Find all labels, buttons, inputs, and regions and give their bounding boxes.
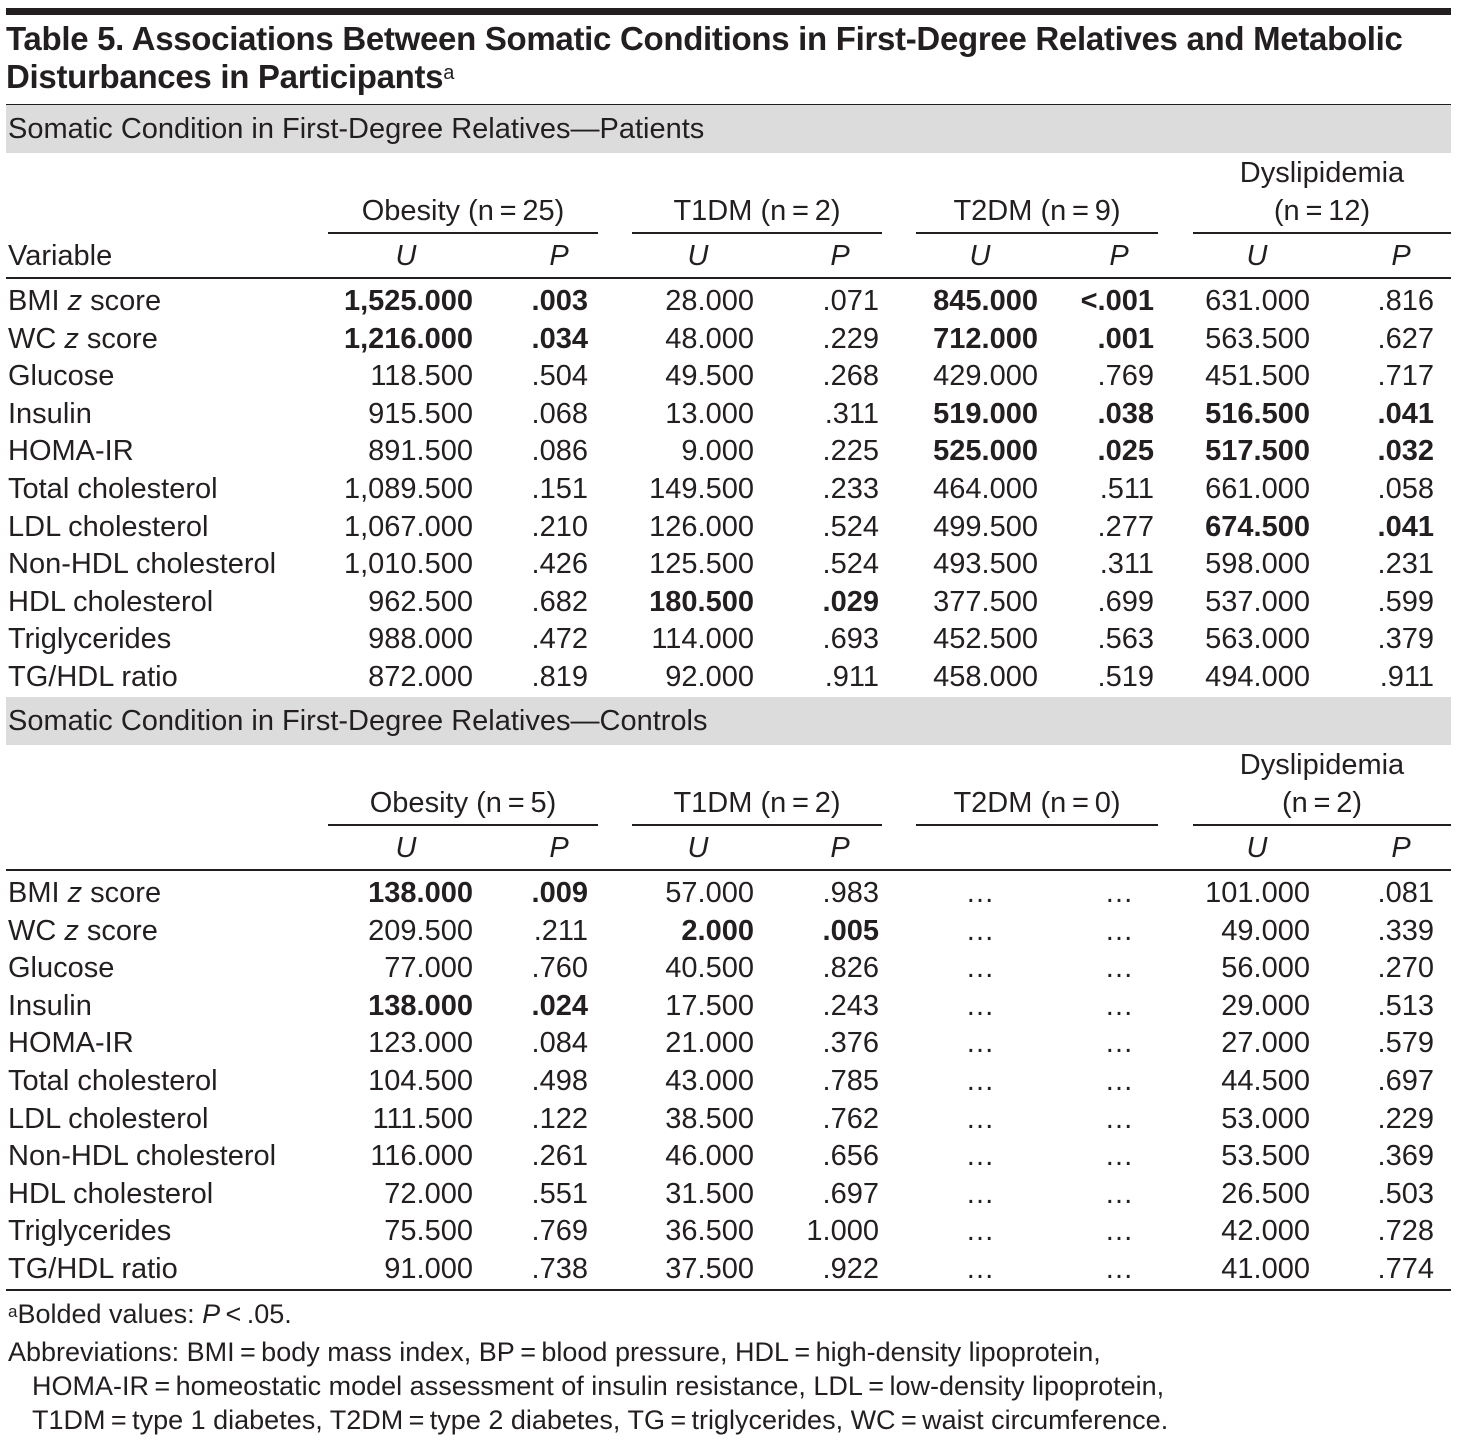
table-cell: 451.500 — [1205, 360, 1310, 392]
table-cell: 101.000 — [1205, 877, 1310, 909]
table-cell: .699 — [1097, 586, 1154, 618]
group-rule — [916, 232, 1158, 234]
table-cell: … — [1104, 1178, 1134, 1210]
table-cell: .769 — [1097, 360, 1154, 392]
table-cell: … — [1104, 1065, 1134, 1097]
table-cell: 26.500 — [1221, 1178, 1310, 1210]
footnote-marker: a — [8, 1302, 18, 1321]
table-cell: 104.500 — [368, 1065, 473, 1097]
table-cell: 72.000 — [384, 1178, 473, 1210]
table-cell: .024 — [531, 990, 588, 1022]
table-cell: 37.500 — [665, 1253, 754, 1285]
table-cell: … — [965, 1253, 995, 1285]
group-rule — [328, 232, 598, 234]
table-row-variable: HDL cholesterol — [8, 586, 214, 618]
column-subheader: U — [687, 240, 709, 272]
table-cell: 494.000 — [1205, 661, 1310, 693]
table-cell: .426 — [531, 548, 588, 580]
table-cell: .498 — [531, 1065, 588, 1097]
group-header: (n = 2) — [1281, 787, 1363, 819]
table-cell: 209.500 — [368, 915, 473, 947]
table-cell: .231 — [1377, 548, 1434, 580]
table-cell: 42.000 — [1221, 1215, 1310, 1247]
table-cell: … — [965, 1027, 995, 1059]
table-cell: 57.000 — [665, 877, 754, 909]
table-cell: 49.500 — [665, 360, 754, 392]
table-cell: 1,525.000 — [343, 285, 473, 317]
table-cell: 872.000 — [368, 661, 473, 693]
table-cell: 519.000 — [933, 398, 1038, 430]
table-cell: 1.000 — [806, 1215, 879, 1247]
table-cell: .693 — [822, 623, 879, 655]
table-row-variable: Glucose — [8, 360, 115, 392]
column-subheader: U — [1246, 240, 1268, 272]
table-cell: 56.000 — [1221, 952, 1310, 984]
table-cell: .151 — [531, 473, 588, 505]
table-row-variable: Glucose — [8, 952, 115, 984]
table-cell: .311 — [1099, 548, 1154, 580]
table-cell: … — [965, 915, 995, 947]
table-cell: .697 — [822, 1178, 879, 1210]
table-cell: .717 — [1377, 360, 1434, 392]
top-rule — [6, 8, 1451, 15]
table-cell: 91.000 — [384, 1253, 473, 1285]
section-band — [6, 105, 1451, 153]
table-cell: 915.500 — [368, 398, 473, 430]
table-cell: 517.500 — [1205, 435, 1310, 467]
table-cell: 452.500 — [933, 623, 1038, 655]
table-cell: .001 — [1097, 323, 1154, 355]
table-row-variable: Total cholesterol — [8, 1065, 218, 1097]
table-cell: 1,216.000 — [343, 323, 473, 355]
table-cell: .233 — [822, 473, 879, 505]
table-cell: .697 — [1377, 1065, 1434, 1097]
table-cell: .785 — [822, 1065, 879, 1097]
variable-header: Variable — [8, 240, 113, 272]
table-row-variable: Total cholesterol — [8, 473, 218, 505]
group-header: Dyslipidemia — [1239, 749, 1405, 781]
table-cell: … — [965, 990, 995, 1022]
table-cell: .229 — [822, 323, 879, 355]
table-cell: .086 — [531, 435, 588, 467]
table-cell: 17.500 — [665, 990, 754, 1022]
table-cell: 464.000 — [933, 473, 1038, 505]
column-subheader: U — [969, 240, 991, 272]
table-cell: 36.500 — [665, 1215, 754, 1247]
table-row-variable: TG/HDL ratio — [8, 1253, 178, 1285]
group-rule — [632, 232, 882, 234]
table-cell: 29.000 — [1221, 990, 1310, 1022]
table-cell: 75.500 — [384, 1215, 473, 1247]
table-cell: … — [965, 1103, 995, 1135]
table-cell: … — [965, 877, 995, 909]
table-cell: … — [1104, 1140, 1134, 1172]
table-cell: 2.000 — [681, 915, 754, 947]
table-cell: 116.000 — [370, 1140, 473, 1172]
table-cell: .034 — [531, 323, 588, 355]
column-subheader: P — [1391, 240, 1411, 272]
title-footnote-marker: a — [443, 62, 455, 84]
table-cell: 44.500 — [1221, 1065, 1310, 1097]
table-cell: .038 — [1097, 398, 1154, 430]
table-cell: .025 — [1097, 435, 1154, 467]
table-cell: 126.000 — [649, 511, 754, 543]
section-title: Somatic Condition in First-Degree Relatives—Patients — [8, 113, 705, 145]
table-cell: .599 — [1377, 586, 1434, 618]
table-cell: 138.000 — [368, 877, 473, 909]
table-row-variable: BMI z score — [8, 877, 162, 909]
table-cell: 563.500 — [1205, 323, 1310, 355]
table-row-variable: TG/HDL ratio — [8, 661, 178, 693]
table-cell: 92.000 — [665, 661, 754, 693]
column-subheader: U — [395, 832, 417, 864]
section-title: Somatic Condition in First-Degree Relatives—Controls — [8, 705, 708, 737]
table-cell: 13.000 — [665, 398, 754, 430]
table-cell: 493.500 — [933, 548, 1038, 580]
table-cell: .068 — [531, 398, 588, 430]
table-cell: 9.000 — [681, 435, 754, 467]
table-cell: .009 — [531, 877, 588, 909]
table-cell: … — [965, 1178, 995, 1210]
table-row-variable: WC z score — [8, 323, 158, 355]
table-row-variable: LDL cholesterol — [8, 511, 209, 543]
group-header: (n = 12) — [1273, 195, 1371, 227]
table-cell: 891.500 — [368, 435, 473, 467]
table-cell: … — [965, 1215, 995, 1247]
table-cell: … — [965, 1065, 995, 1097]
table-cell: 123.000 — [368, 1027, 473, 1059]
table-cell: .511 — [1099, 473, 1154, 505]
table-cell: 988.000 — [368, 623, 473, 655]
table-cell: 40.500 — [665, 952, 754, 984]
table-row-variable: Triglycerides — [8, 623, 172, 655]
table-cell: .041 — [1377, 398, 1434, 430]
table-cell: .728 — [1377, 1215, 1434, 1247]
group-header: T2DM (n = 9) — [953, 195, 1121, 227]
table-cell: 53.500 — [1221, 1140, 1310, 1172]
table-cell: .277 — [1097, 511, 1154, 543]
abbreviations-line: Abbreviations: BMI = body mass index, BP = blood pressure, HDL = high-density lipoprotein, — [8, 1337, 1101, 1367]
table-row-variable: HOMA-IR — [8, 435, 134, 467]
table-cell: 46.000 — [665, 1140, 754, 1172]
group-header: T1DM (n = 2) — [673, 787, 841, 819]
table-cell: .762 — [822, 1103, 879, 1135]
table-cell: 31.500 — [665, 1178, 754, 1210]
table-cell: .339 — [1377, 915, 1434, 947]
table-row-variable: Non-HDL cholesterol — [8, 548, 277, 580]
table-cell: 631.000 — [1205, 285, 1310, 317]
table-cell: .819 — [531, 661, 588, 693]
table-cell: .071 — [822, 285, 879, 317]
section-band — [6, 697, 1451, 745]
table-cell: 674.500 — [1205, 511, 1310, 543]
table-cell: 598.000 — [1205, 548, 1310, 580]
table-cell: .311 — [824, 398, 879, 430]
table-cell: 53.000 — [1221, 1103, 1310, 1135]
table-cell: .041 — [1377, 511, 1434, 543]
table-cell: .911 — [824, 661, 879, 693]
table-cell: … — [1104, 1253, 1134, 1285]
column-subheader: P — [549, 832, 569, 864]
group-rule — [632, 824, 882, 826]
table-cell: 429.000 — [933, 360, 1038, 392]
table-cell: .268 — [822, 360, 879, 392]
table-row-variable: Triglycerides — [8, 1215, 172, 1247]
group-rule — [1193, 824, 1451, 826]
table-cell: .760 — [531, 952, 588, 984]
table-cell: .519 — [1097, 661, 1154, 693]
table-cell: 49.000 — [1221, 915, 1310, 947]
table-cell: .826 — [822, 952, 879, 984]
table-cell: .682 — [531, 586, 588, 618]
column-subheader: U — [687, 832, 709, 864]
table-cell: .503 — [1377, 1178, 1434, 1210]
table-cell: … — [1104, 1215, 1134, 1247]
table-cell: 516.500 — [1205, 398, 1310, 430]
table-row-variable: HDL cholesterol — [8, 1178, 214, 1210]
table-cell: 48.000 — [665, 323, 754, 355]
table-cell: 43.000 — [665, 1065, 754, 1097]
table-cell: 845.000 — [933, 285, 1038, 317]
table-cell: .225 — [822, 435, 879, 467]
group-header: Obesity (n = 25) — [361, 195, 565, 227]
table-row-variable: Insulin — [8, 990, 92, 1022]
table-cell: .774 — [1377, 1253, 1434, 1285]
group-rule — [916, 824, 1158, 826]
group-header: T1DM (n = 2) — [673, 195, 841, 227]
table-cell: 111.500 — [372, 1103, 473, 1135]
table-cell: .524 — [822, 548, 879, 580]
table-cell: 28.000 — [665, 285, 754, 317]
table-cell: 1,067.000 — [343, 511, 473, 543]
table-row-variable: HOMA-IR — [8, 1027, 134, 1059]
table-cell: .379 — [1377, 623, 1434, 655]
table-cell: .211 — [533, 915, 588, 947]
abbreviations-line: HOMA-IR = homeostatic model assessment of insulin resistance, LDL = low-density lipoprotein, — [32, 1371, 1165, 1401]
table-cell: .210 — [531, 511, 588, 543]
footnote-a — [8, 1297, 292, 1331]
table-cell: 1,010.500 — [343, 548, 473, 580]
table-cell: .504 — [531, 360, 588, 392]
group-header: Obesity (n = 5) — [369, 787, 557, 819]
table-cell: … — [1104, 915, 1134, 947]
table-cell: .029 — [822, 586, 879, 618]
table-cell: .005 — [822, 915, 879, 947]
table-row-variable: Non-HDL cholesterol — [8, 1140, 277, 1172]
table-cell: … — [1104, 877, 1134, 909]
header-rule — [6, 277, 1451, 279]
table-cell: 537.000 — [1205, 586, 1310, 618]
table-cell: .058 — [1377, 473, 1434, 505]
table-cell: .656 — [822, 1140, 879, 1172]
table-cell: .922 — [822, 1253, 879, 1285]
table-row-variable: BMI z score — [8, 285, 162, 317]
table-cell: .122 — [531, 1103, 588, 1135]
table-cell: 377.500 — [933, 586, 1038, 618]
table-cell: 1,089.500 — [343, 473, 473, 505]
table-cell: .032 — [1377, 435, 1434, 467]
table-cell: 712.000 — [933, 323, 1038, 355]
table-cell: 114.000 — [651, 623, 754, 655]
table-cell: 180.500 — [649, 586, 754, 618]
table-cell: 525.000 — [933, 435, 1038, 467]
header-rule — [6, 869, 1451, 871]
table-cell: … — [1104, 1103, 1134, 1135]
table-cell: 563.000 — [1205, 623, 1310, 655]
table-cell: .627 — [1377, 323, 1434, 355]
table-cell: 27.000 — [1221, 1027, 1310, 1059]
table-cell: .472 — [531, 623, 588, 655]
column-subheader: P — [1109, 240, 1129, 272]
table-cell: .983 — [822, 877, 879, 909]
column-subheader: P — [830, 240, 850, 272]
table-cell: 499.500 — [933, 511, 1038, 543]
table-cell: .261 — [531, 1140, 588, 1172]
bottom-rule — [6, 1289, 1451, 1291]
footnote-text: Bolded values: P < .05. — [17, 1299, 292, 1329]
table-cell: … — [1104, 990, 1134, 1022]
table-cell: 138.000 — [368, 990, 473, 1022]
table-row-variable: WC z score — [8, 915, 158, 947]
table-cell: … — [965, 952, 995, 984]
table-cell: 962.500 — [368, 586, 473, 618]
table-cell: .563 — [1097, 623, 1154, 655]
table-cell: 118.500 — [370, 360, 473, 392]
group-header: T2DM (n = 0) — [953, 787, 1121, 819]
table-cell: … — [1104, 952, 1134, 984]
table-row-variable: LDL cholesterol — [8, 1103, 209, 1135]
table-cell: 41.000 — [1221, 1253, 1310, 1285]
table-cell: 149.500 — [649, 473, 754, 505]
table-row-variable: Insulin — [8, 398, 92, 430]
table-title-text: Table 5. Associations Between Somatic Conditions in First-Degree Relatives and Metabolic Disturbances in Participants — [6, 20, 1403, 95]
column-subheader: P — [1391, 832, 1411, 864]
table-cell: .081 — [1377, 877, 1434, 909]
abbreviations-line: T1DM = type 1 diabetes, T2DM = type 2 diabetes, TG = triglycerides, WC = waist circumference. — [32, 1405, 1169, 1435]
table-cell: 38.500 — [665, 1103, 754, 1135]
table-cell: 661.000 — [1205, 473, 1310, 505]
table-cell: .270 — [1377, 952, 1434, 984]
table-cell: .738 — [531, 1253, 588, 1285]
table-cell: 125.500 — [649, 548, 754, 580]
table-cell: .513 — [1377, 990, 1434, 1022]
table-cell: .229 — [1377, 1103, 1434, 1135]
table-cell: .084 — [531, 1027, 588, 1059]
table-cell: 21.000 — [665, 1027, 754, 1059]
table-cell: .243 — [822, 990, 879, 1022]
table-cell: .376 — [822, 1027, 879, 1059]
column-subheader: P — [830, 832, 850, 864]
table-cell: <.001 — [1080, 285, 1154, 317]
column-subheader: P — [549, 240, 569, 272]
table-cell: .911 — [1379, 661, 1434, 693]
table-cell: .369 — [1377, 1140, 1434, 1172]
table-cell: .551 — [531, 1178, 588, 1210]
column-subheader: U — [1246, 832, 1268, 864]
table-cell: .003 — [531, 285, 588, 317]
table-cell: .769 — [531, 1215, 588, 1247]
table-cell: … — [1104, 1027, 1134, 1059]
table-cell: .579 — [1377, 1027, 1434, 1059]
table-cell: .524 — [822, 511, 879, 543]
table-title — [6, 20, 1451, 96]
table-cell: .816 — [1377, 285, 1434, 317]
table-cell: 77.000 — [384, 952, 473, 984]
column-subheader: U — [395, 240, 417, 272]
group-rule — [1193, 232, 1451, 234]
group-header: Dyslipidemia — [1239, 157, 1405, 189]
group-rule — [328, 824, 598, 826]
table-cell: 458.000 — [933, 661, 1038, 693]
table-cell: … — [965, 1140, 995, 1172]
